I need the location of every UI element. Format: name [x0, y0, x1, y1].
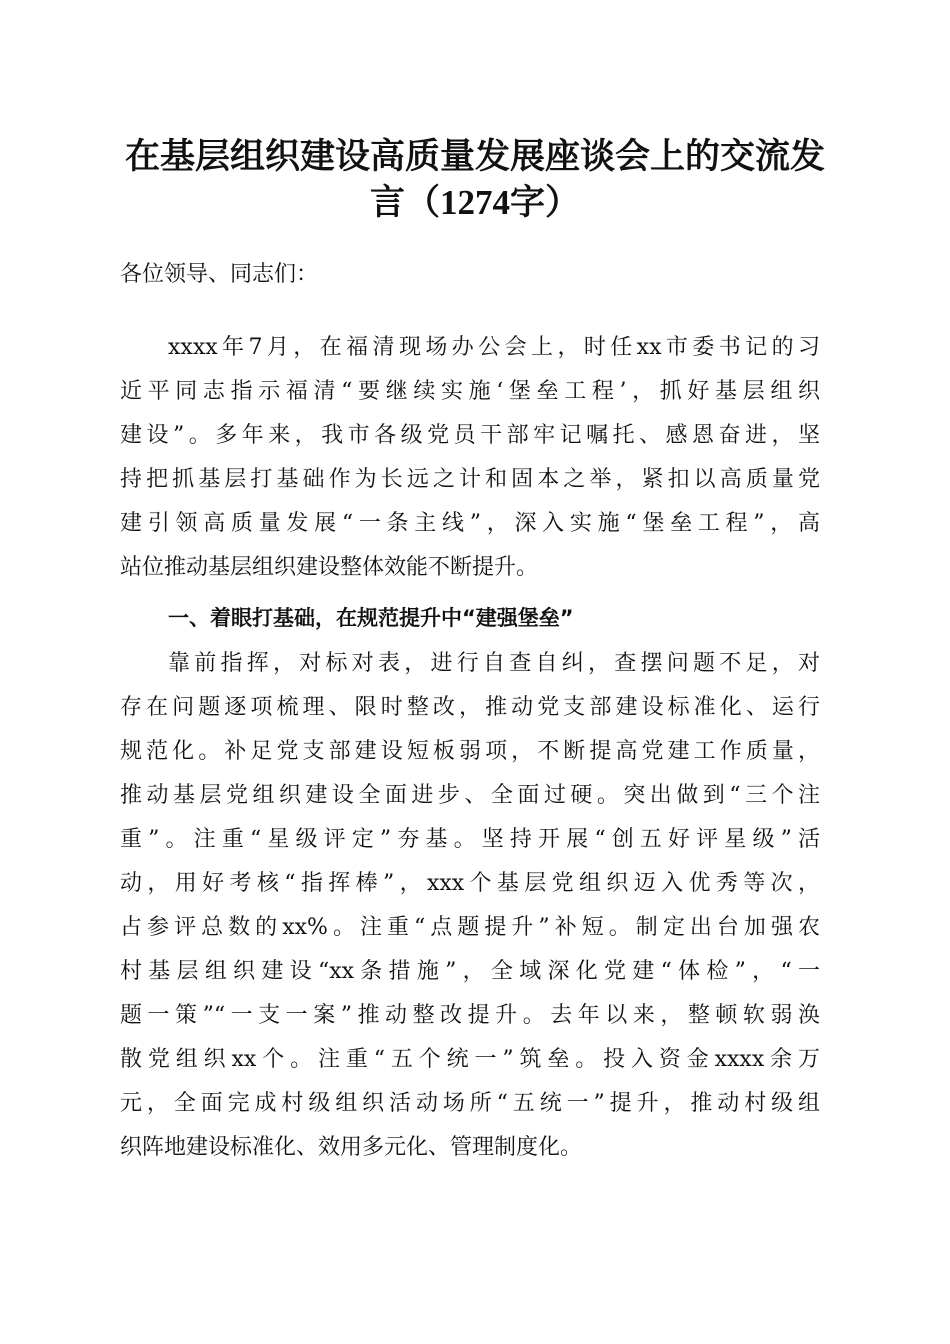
text-line: 村基层组织建设“xx条措施”，全域深化党建“体检”，“一: [120, 959, 820, 984]
title-line: 在基层组织建设高质量发展座谈会上的交流发: [124, 137, 825, 176]
section-paragraph: [120, 642, 820, 1170]
text-line: 推动基层党组织建设全面进步、全面过硬。突出做到“三个注: [120, 783, 820, 808]
text-line: 规范化。补足党支部建设短板弱项，不断提高党建工作质量，: [120, 739, 820, 764]
text-line: 持把抓基层打基础作为长远之计和固本之举，紧扣以高质量党: [120, 467, 820, 492]
text-line: 建引领高质量发展“一条主线”，深入实施“堡垒工程”，高: [120, 511, 820, 536]
text-line: 近平同志指示福清“要继续实施‘堡垒工程’，抓好基层组织: [120, 379, 820, 404]
salutation: 各位领导、同志们：: [120, 262, 319, 287]
text-line: 存在问题逐项梳理、限时整改，推动党支部建设标准化、运行: [120, 695, 820, 720]
text-line: 元，全面完成村级组织活动场所“五统一”提升，推动村级组: [120, 1091, 820, 1116]
section-heading: 一、着眼打基础，在规范提升中“建强堡垒”: [168, 606, 574, 630]
text-line: 建设”。多年来，我市各级党员干部牢记嘱托、感恩奋进，坚: [120, 423, 820, 448]
text-line: 织阵地建设标准化、效用多元化、管理制度化。: [120, 1135, 583, 1160]
title-line: 言（1274字）: [369, 183, 580, 222]
text-line: 占参评总数的xx%。注重“点题提升”补短。制定出台加强农: [120, 915, 820, 940]
text-line: 散党组织xx个。注重“五个统一”筑垒。投入资金xxxx余万: [120, 1047, 820, 1072]
document-title: [100, 134, 850, 226]
text-line: 站位推动基层组织建设整体效能不断提升。: [120, 555, 539, 580]
document-body: [120, 253, 820, 1170]
intro-paragraph: [120, 326, 820, 590]
text-line: xxxx年7月，在福清现场办公会上，时任xx市委书记的习: [168, 335, 820, 360]
text-line: 题一策”“一支一案”推动整改提升。去年以来，整顿软弱涣: [120, 1003, 820, 1028]
text-line: 重”。注重“星级评定”夯基。坚持开展“创五好评星级”活: [120, 827, 820, 852]
text-line: 靠前指挥，对标对表，进行自查自纠，查摆问题不足，对: [168, 651, 820, 676]
text-line: 动，用好考核“指挥棒”，xxx个基层党组织迈入优秀等次，: [120, 871, 820, 896]
